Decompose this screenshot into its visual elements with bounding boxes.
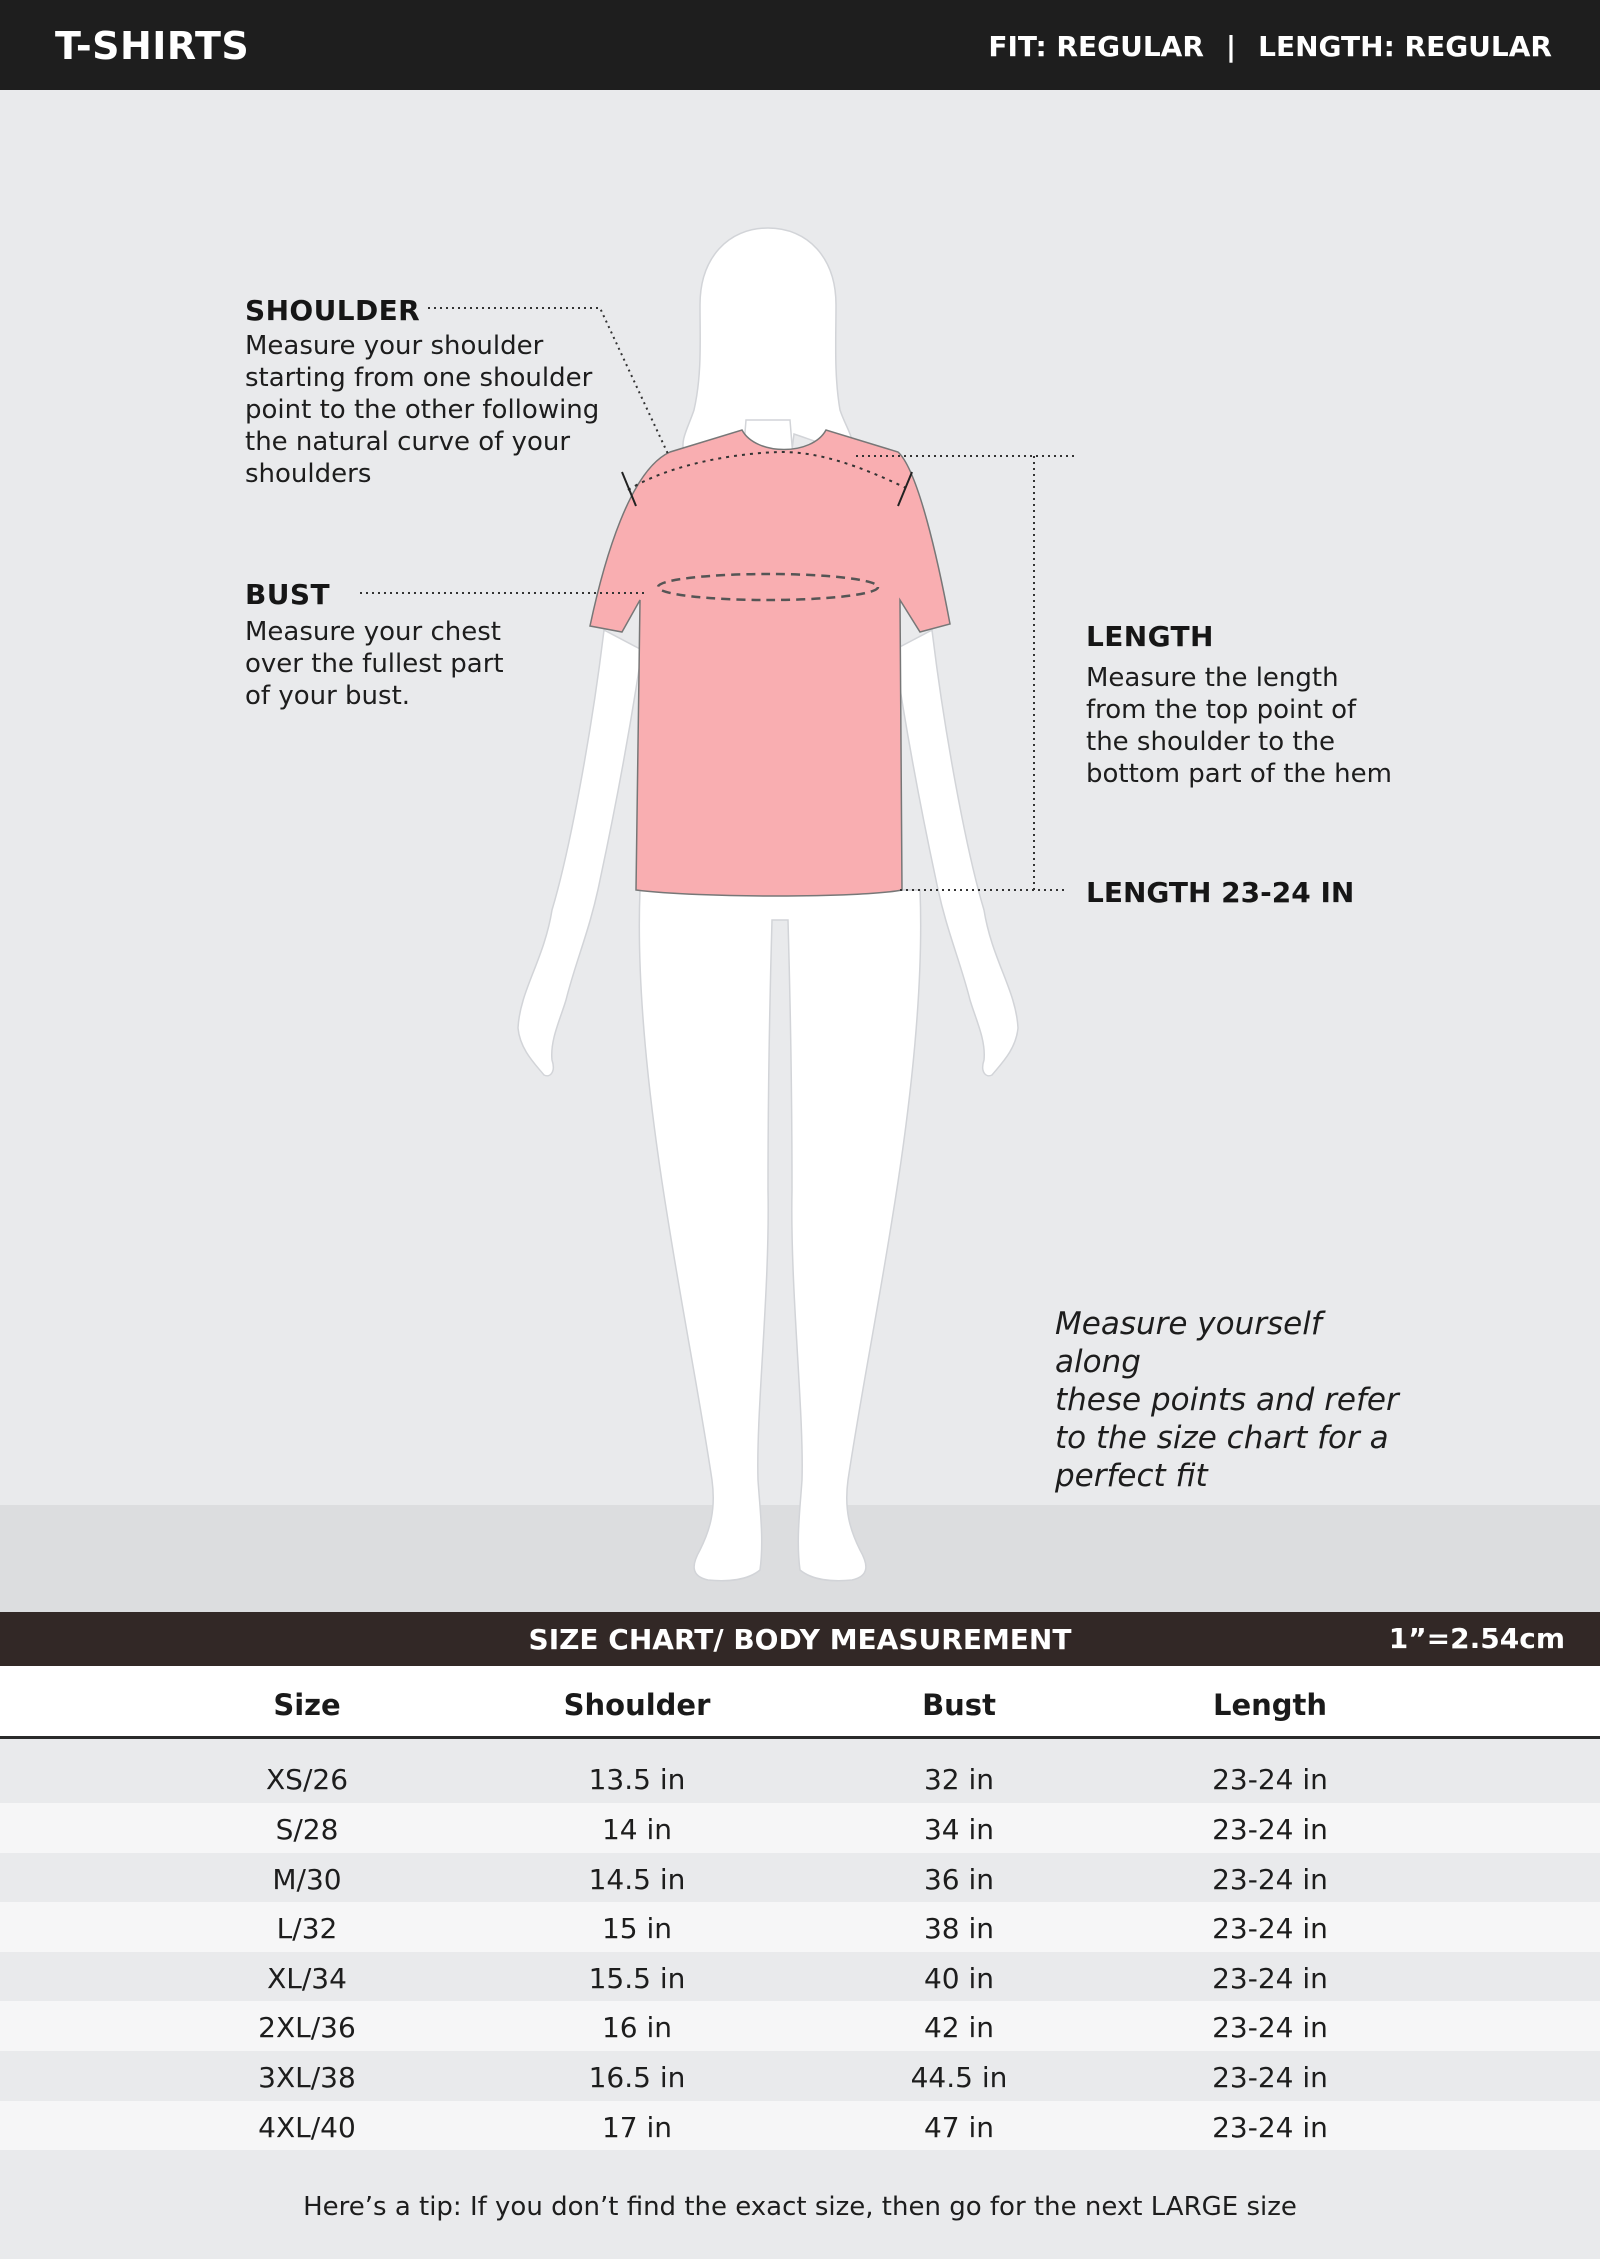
size-tip: Here’s a tip: If you don’t find the exact size, then go for the next LARGE size (303, 2192, 1297, 2222)
size-cell: 3XL/38 (258, 2060, 356, 2094)
header-separator: | (1225, 30, 1237, 63)
bust-cell: 32 in (923, 1763, 995, 1796)
length-heading: LENGTH (1086, 620, 1214, 653)
table-row (0, 1739, 1600, 1803)
table-row (0, 1952, 1600, 2002)
table-row (0, 2101, 1600, 2151)
fit-info (988, 30, 1552, 63)
bust-cell: 38 in (923, 1912, 995, 1946)
size-cell: XS/26 (265, 1763, 349, 1796)
bust-heading: BUST (245, 578, 330, 611)
length-description (1086, 662, 1392, 790)
bust-cell: 40 in (923, 1961, 995, 1995)
length-line: Measure the length (1086, 663, 1339, 693)
measure-note (1055, 1305, 1415, 1495)
table-header-row (0, 1666, 1600, 1739)
shoulder-description (245, 330, 599, 490)
table-row (0, 1803, 1600, 1853)
bust-cell: 42 in (923, 2011, 995, 2045)
shoulder-line: shoulders (245, 459, 372, 489)
size-cell: M/30 (272, 1862, 342, 1896)
bust-line: Measure your chest (245, 617, 502, 647)
size-chart-header-bar (0, 1612, 1600, 1666)
unit-conversion: 1”=2.54cm (1388, 1622, 1565, 1655)
measurement-illustration (0, 90, 1600, 1612)
column-header-bust: Bust (922, 1688, 996, 1722)
size-table (0, 1666, 1600, 2150)
shoulder-cell: 15.5 in (588, 1961, 686, 1995)
shoulder-cell: 17 in (601, 2110, 673, 2144)
table-row (0, 1902, 1600, 1952)
note-line: Measure yourself along (1055, 1306, 1322, 1380)
size-cell: 2XL/36 (258, 2011, 356, 2045)
length-line: bottom part of the hem (1086, 759, 1392, 789)
page-header (0, 0, 1600, 90)
size-cell: S/28 (275, 1813, 339, 1846)
column-header-length: Length (1212, 1688, 1328, 1722)
length-line: the shoulder to the (1086, 727, 1336, 757)
shoulder-heading: SHOULDER (245, 294, 421, 327)
length-cell: 23-24 in (1212, 1813, 1328, 1846)
shoulder-line: point to the other following (245, 395, 600, 425)
size-cell: XL/34 (267, 1961, 347, 1995)
bust-description (245, 616, 504, 712)
note-line: to the size chart for a (1055, 1420, 1389, 1456)
length-cell: 23-24 in (1212, 1862, 1328, 1896)
column-header-shoulder: Shoulder (563, 1688, 711, 1722)
shoulder-line: Measure your shoulder (245, 331, 544, 361)
page-title: T-SHIRTS (55, 24, 250, 68)
bust-cell: 36 in (923, 1862, 995, 1896)
length-cell: 23-24 in (1212, 2110, 1328, 2144)
note-line: these points and refer (1055, 1382, 1399, 1418)
table-row (0, 2001, 1600, 2051)
shoulder-line: starting from one shoulder (245, 363, 593, 393)
shoulder-cell: 15 in (601, 1912, 673, 1946)
length-cell: 23-24 in (1212, 2060, 1328, 2094)
size-cell: L/32 (276, 1912, 338, 1946)
shoulder-cell: 16.5 in (588, 2060, 686, 2094)
legs-shape (639, 890, 920, 1581)
size-chart-title: SIZE CHART/ BODY MEASUREMENT (528, 1623, 1072, 1656)
length-line: from the top point of (1086, 695, 1357, 725)
length-value: LENGTH 23-24 IN (1086, 876, 1355, 909)
fit-label: FIT: REGULAR (988, 30, 1204, 63)
table-row (0, 1853, 1600, 1903)
shoulder-cell: 13.5 in (588, 1763, 686, 1796)
shoulder-cell: 14.5 in (588, 1862, 686, 1896)
note-line: perfect fit (1055, 1458, 1208, 1494)
length-cell: 23-24 in (1212, 1912, 1328, 1946)
bust-line: of your bust. (245, 681, 411, 711)
size-cell: 4XL/40 (258, 2110, 356, 2144)
length-cell: 23-24 in (1212, 1763, 1328, 1796)
bust-line: over the fullest part (245, 649, 504, 679)
shoulder-cell: 16 in (601, 2011, 673, 2045)
shirt-shape (590, 430, 950, 896)
table-row (0, 2051, 1600, 2101)
bust-cell: 34 in (923, 1813, 995, 1846)
length-cell: 23-24 in (1212, 2011, 1328, 2045)
shoulder-line: the natural curve of your (245, 427, 571, 457)
left-arm-shape (518, 630, 642, 1076)
shoulder-cell: 14 in (601, 1813, 673, 1846)
length-cell: 23-24 in (1212, 1961, 1328, 1995)
bust-cell: 44.5 in (910, 2060, 1008, 2094)
length-label: LENGTH: REGULAR (1258, 30, 1552, 63)
bust-cell: 47 in (923, 2110, 995, 2144)
column-header-size: Size (273, 1688, 341, 1722)
